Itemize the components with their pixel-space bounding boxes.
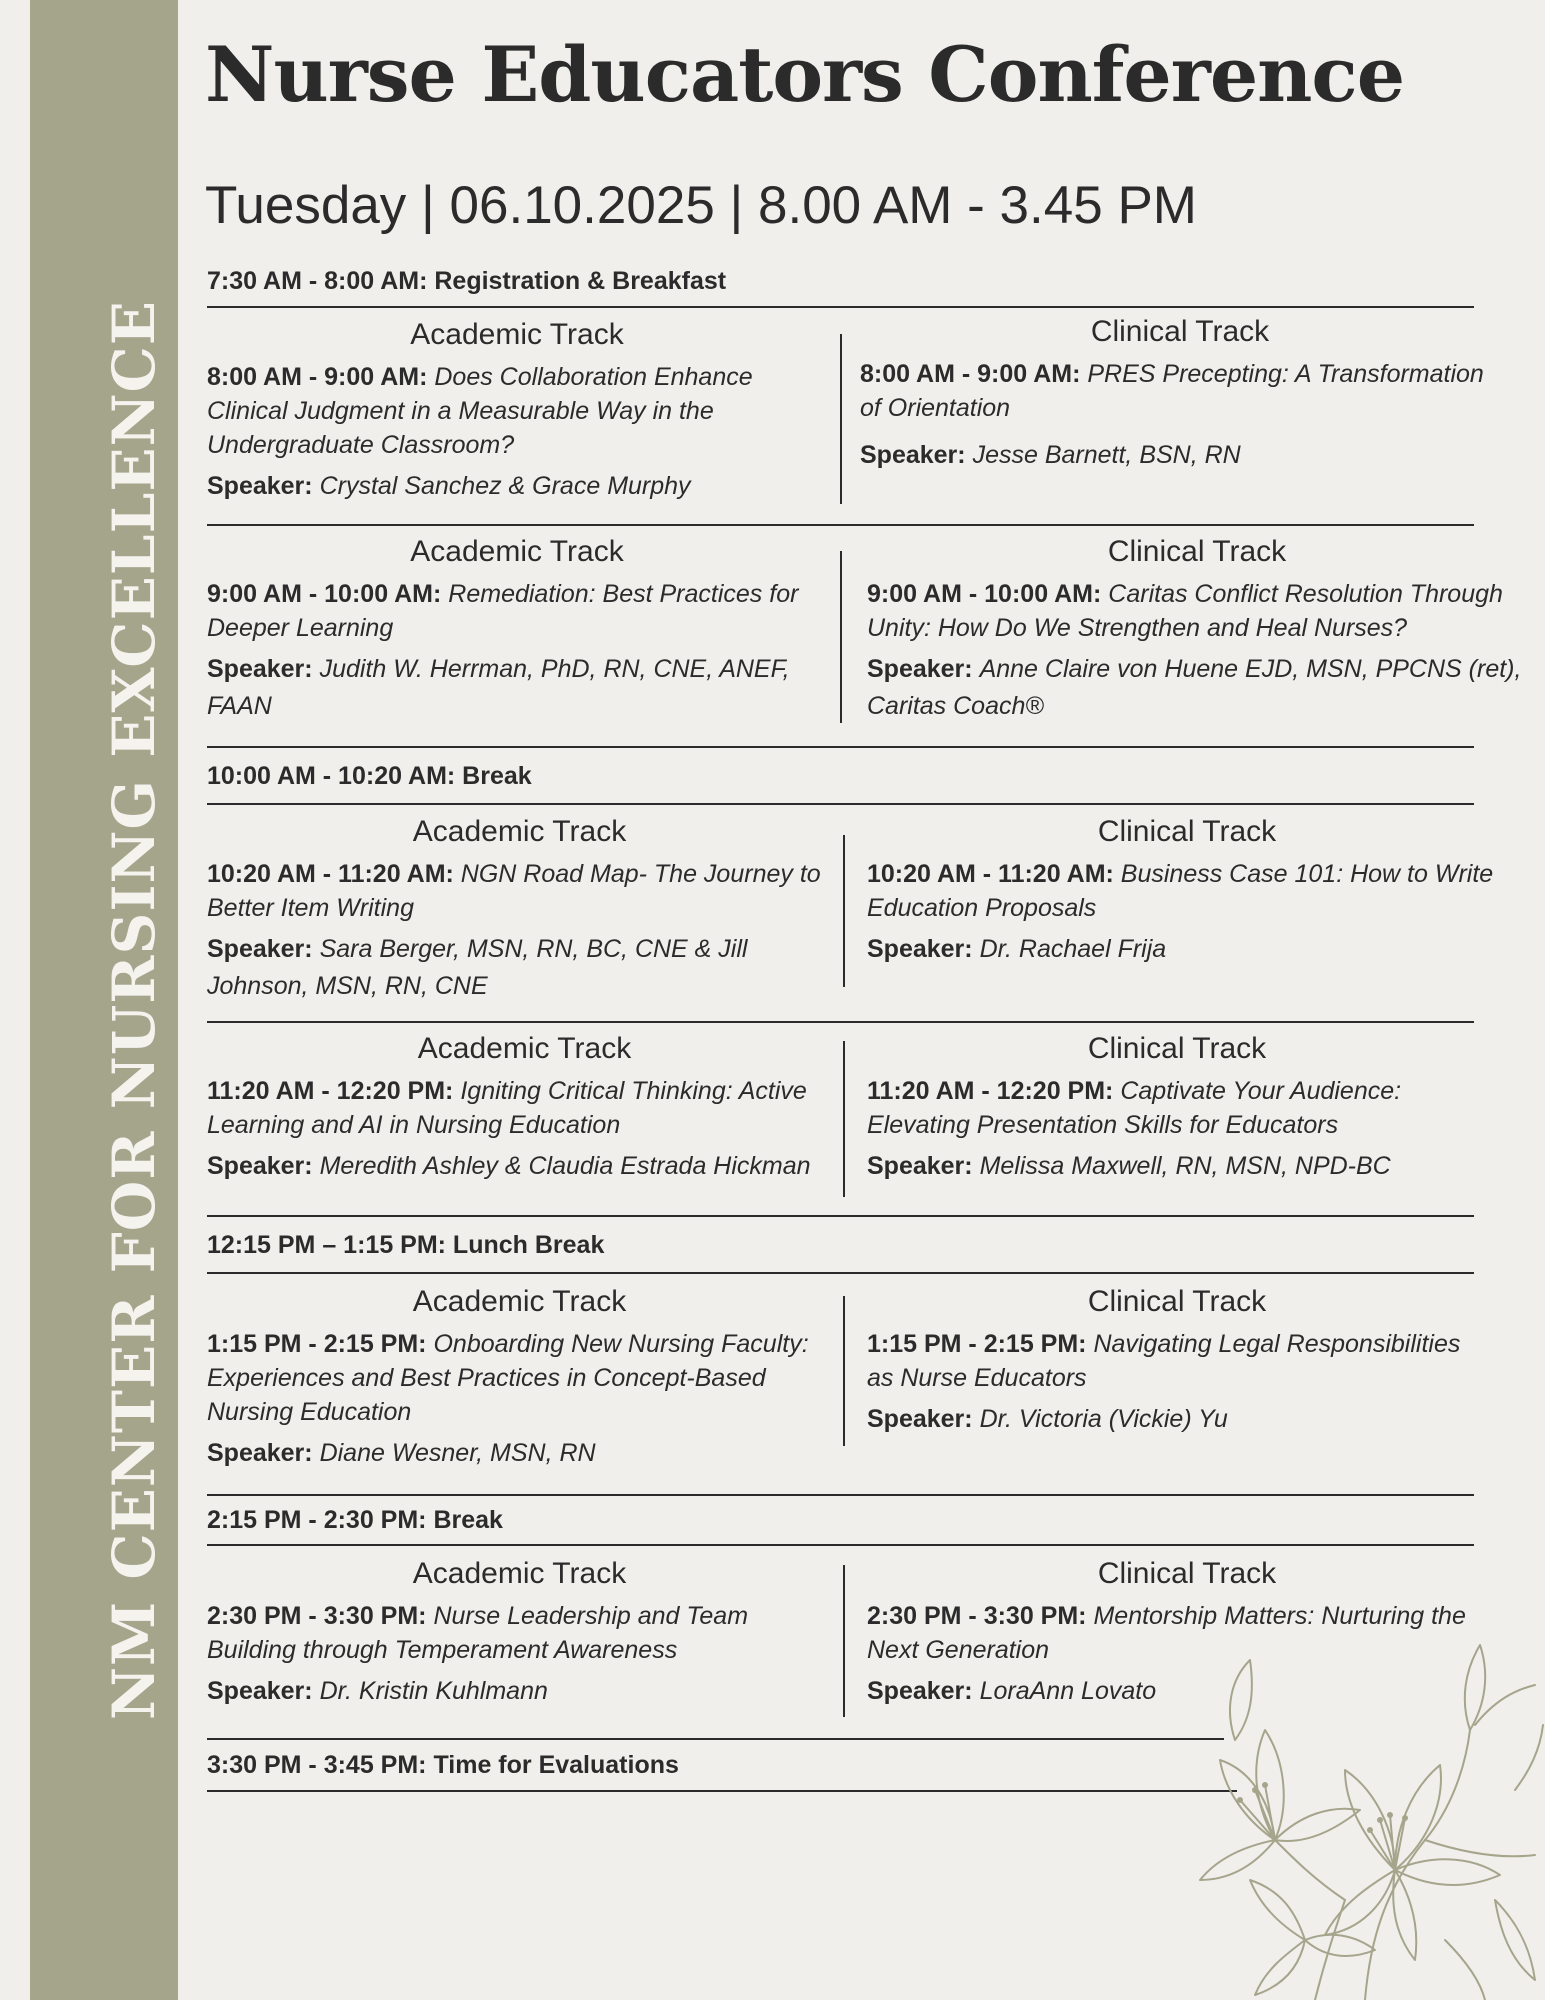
clinical-session: [867, 815, 1507, 968]
speaker-name: Jesse Barnett, BSN, RN: [972, 441, 1241, 469]
divider: [207, 746, 1474, 748]
session-title: Mentorship Matters: Nurturing the Next Generation: [867, 1602, 1466, 1664]
column-divider: [843, 835, 845, 987]
track-label: Academic Track: [412, 1557, 627, 1590]
session-title: Captivate Your Audience: Elevating Presentation Skills for Educators: [867, 1077, 1402, 1139]
speaker-name: Dr. Victoria (Vickie) Yu: [979, 1405, 1228, 1433]
divider: [207, 803, 1474, 805]
page-title: Nurse Educators Conference: [205, 30, 1405, 119]
academic-session: [207, 318, 827, 505]
speaker-label: Speaker:: [207, 1677, 313, 1705]
speaker-name: Melissa Maxwell, RN, MSN, NPD-BC: [979, 1152, 1391, 1180]
column-divider: [843, 1296, 845, 1446]
session-time: 8:00 AM - 9:00 AM:: [860, 360, 1081, 388]
track-label: Academic Track: [410, 535, 624, 568]
clinical-session: [860, 315, 1500, 474]
speaker-name: Judith W. Herrman, PhD, RN, CNE, ANEF, FAAN: [207, 655, 790, 720]
schedule-banner: 12:15 PM – 1:15 PM: Lunch Break: [207, 1231, 605, 1259]
speaker-name: Meredith Ashley & Claudia Estrada Hickman: [319, 1152, 811, 1180]
session-time: 10:20 AM - 11:20 AM:: [207, 860, 454, 888]
column-divider: [840, 334, 842, 504]
academic-session: [207, 1032, 842, 1185]
speaker-name: Anne Claire von Huene EJD, MSN, PPCNS (ret), Caritas Coach®: [867, 655, 1522, 720]
speaker-label: Speaker:: [867, 1677, 973, 1705]
divider: [207, 1790, 1237, 1792]
academic-session: [207, 815, 832, 1005]
session-title: Remediation: Best Practices for Deeper Learning: [207, 580, 799, 642]
divider: [207, 1544, 1474, 1546]
track-label: Clinical Track: [1087, 1285, 1267, 1318]
schedule-banner: 3:30 PM - 3:45 PM: Time for Evaluations: [207, 1751, 679, 1779]
speaker-label: Speaker:: [207, 1439, 313, 1467]
session-time: 1:15 PM - 2:15 PM:: [207, 1330, 427, 1358]
session-title: Nurse Leadership and Team Building through Temperament Awareness: [207, 1602, 749, 1664]
academic-session: [207, 535, 827, 725]
session-title: Onboarding New Nursing Faculty: Experiences and Best Practices in Concept-Based Nursing Education: [207, 1330, 809, 1426]
clinical-session: [867, 1032, 1487, 1185]
sidebar: [30, 0, 178, 2000]
divider: [207, 306, 1474, 308]
speaker-label: Speaker:: [860, 441, 966, 469]
speaker-label: Speaker:: [207, 655, 313, 683]
session-title: Caritas Conflict Resolution Through Unity: How Do We Strengthen and Heal Nurses?: [867, 580, 1503, 642]
schedule-banner: 2:15 PM - 2:30 PM: Break: [207, 1506, 503, 1534]
divider: [207, 1494, 1474, 1496]
session-time: 2:30 PM - 3:30 PM:: [207, 1602, 427, 1630]
track-label: Academic Track: [410, 318, 624, 351]
session-time: 8:00 AM - 9:00 AM:: [207, 363, 428, 391]
speaker-label: Speaker:: [867, 1152, 973, 1180]
session-title: Igniting Critical Thinking: Active Learning and AI in Nursing Education: [207, 1077, 807, 1139]
divider: [207, 1215, 1474, 1217]
speaker-name: Dr. Rachael Frija: [979, 935, 1167, 963]
track-label: Academic Track: [417, 1032, 632, 1065]
track-label: Clinical Track: [1107, 535, 1287, 568]
speaker-name: Crystal Sanchez & Grace Murphy: [319, 472, 691, 500]
session-time: 1:15 PM - 2:15 PM:: [867, 1330, 1087, 1358]
divider: [207, 1272, 1474, 1274]
column-divider: [840, 551, 842, 723]
divider: [207, 1021, 1474, 1023]
divider: [207, 524, 1474, 526]
track-label: Academic Track: [412, 815, 627, 848]
speaker-label: Speaker:: [207, 935, 313, 963]
track-label: Clinical Track: [1087, 1032, 1267, 1065]
speaker-label: Speaker:: [867, 935, 973, 963]
clinical-session: [867, 535, 1527, 725]
speaker-name: Sara Berger, MSN, RN, BC, CNE & Jill Johnson, MSN, RN, CNE: [207, 935, 748, 1000]
lily-flower-icon: [1195, 1640, 1545, 2000]
session-time: 9:00 AM - 10:00 AM:: [867, 580, 1102, 608]
speaker-label: Speaker:: [207, 1152, 313, 1180]
schedule-banner: 10:00 AM - 10:20 AM: Break: [207, 762, 532, 790]
session-title: Business Case 101: How to Write Education Proposals: [867, 860, 1494, 922]
speaker-name: Dr. Kristin Kuhlmann: [319, 1677, 548, 1705]
academic-session: [207, 1285, 832, 1472]
session-time: 11:20 AM - 12:20 PM:: [207, 1077, 454, 1105]
speaker-name: Diane Wesner, MSN, RN: [319, 1439, 596, 1467]
column-divider: [843, 1565, 845, 1717]
speaker-label: Speaker:: [207, 472, 313, 500]
academic-session: [207, 1557, 832, 1710]
session-time: 9:00 AM - 10:00 AM:: [207, 580, 442, 608]
session-title: Navigating Legal Responsibilities as Nurse Educators: [867, 1330, 1461, 1392]
session-time: 2:30 PM - 3:30 PM:: [867, 1602, 1087, 1630]
track-label: Academic Track: [412, 1285, 627, 1318]
track-label: Clinical Track: [1097, 815, 1277, 848]
speaker-name: LoraAnn Lovato: [979, 1677, 1157, 1705]
session-title: NGN Road Map- The Journey to Better Item Writing: [207, 860, 821, 922]
session-time: 10:20 AM - 11:20 AM:: [867, 860, 1114, 888]
divider: [207, 1738, 1224, 1740]
track-label: Clinical Track: [1097, 1557, 1277, 1590]
date-line: Tuesday | 06.10.2025 | 8.00 AM - 3.45 PM: [205, 176, 1197, 235]
column-divider: [843, 1041, 845, 1197]
session-title: Does Collaboration Enhance Clinical Judgment in a Measurable Way in the Undergraduate Classroom?: [207, 363, 753, 459]
sidebar-title: NM CENTER FOR NURSING EXCELLENCE: [100, 300, 168, 1720]
clinical-session: [867, 1285, 1487, 1438]
schedule-banner: 7:30 AM - 8:00 AM: Registration & Breakfast: [207, 267, 727, 295]
speaker-label: Speaker:: [867, 655, 973, 683]
session-title: PRES Precepting: A Transformation of Orientation: [860, 360, 1484, 422]
session-time: 11:20 AM - 12:20 PM:: [867, 1077, 1114, 1105]
track-label: Clinical Track: [1090, 315, 1270, 348]
speaker-label: Speaker:: [867, 1405, 973, 1433]
